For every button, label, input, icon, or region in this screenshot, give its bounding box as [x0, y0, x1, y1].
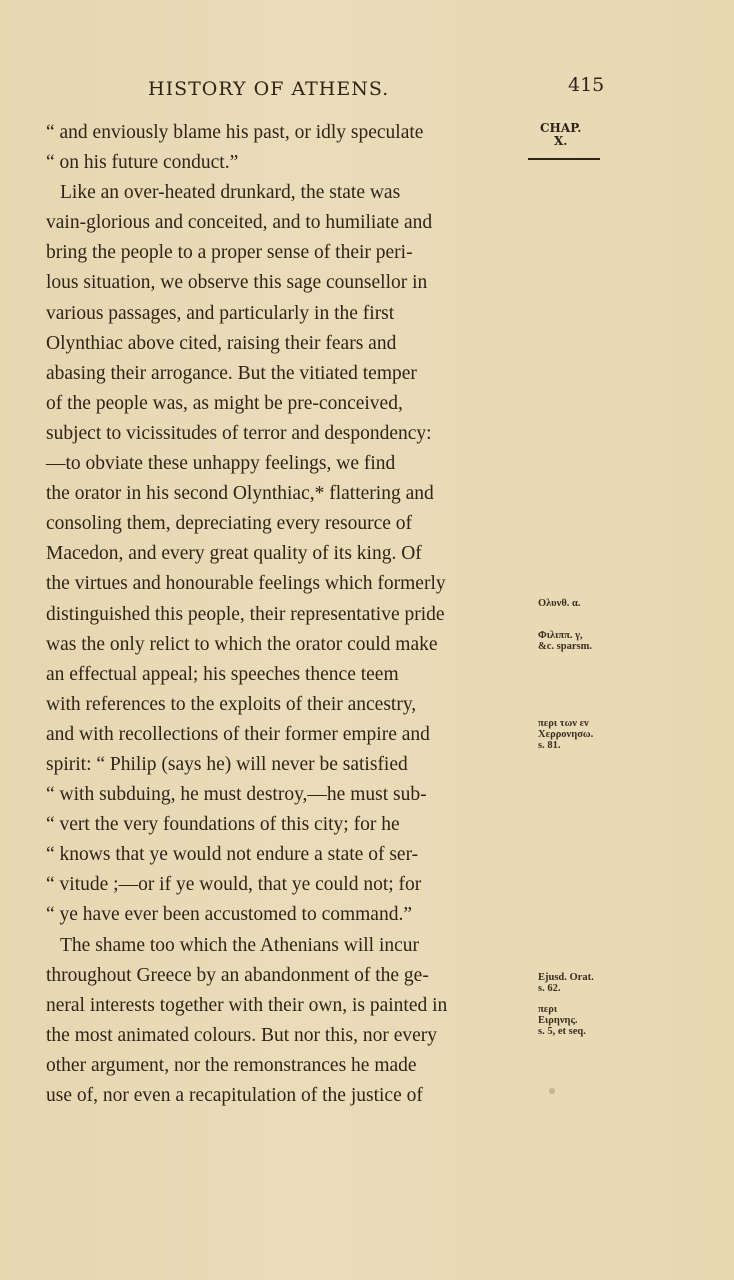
- text-line: abasing their arrogance. But the vitiated temper: [46, 362, 417, 384]
- text-line: “ on his future conduct.”: [46, 152, 239, 174]
- chapter-label: CHAP.: [540, 121, 582, 135]
- text-line: the orator in his second Olynthiac,* flattering and: [46, 483, 434, 505]
- margin-note-line: περι των εν: [538, 718, 589, 729]
- text-line: consoling them, depreciating every resource of: [46, 513, 413, 535]
- text-line: was the only relict to which the orator could make: [46, 633, 438, 655]
- text-line: Macedon, and every great quality of its king. Of: [46, 543, 422, 565]
- margin-note-line: περι: [538, 1004, 558, 1015]
- margin-note-line: Φιλιππ. γ,: [538, 630, 583, 641]
- text-line: “ and enviously blame his past, or idly speculate: [46, 122, 424, 143]
- text-line: various passages, and particularly in the first: [46, 302, 395, 324]
- margin-note-line: s. 62.: [538, 983, 561, 994]
- text-line: “ with subduing, he must destroy,—he must sub-: [46, 784, 427, 806]
- text-line: the most animated colours. But nor this, nor every: [46, 1024, 438, 1046]
- text-line: “ vert the very foundations of this city; for he: [46, 814, 400, 836]
- text-line: subject to vicissitudes of terror and despondency:: [46, 422, 432, 444]
- text-line: with references to the exploits of their ancestry,: [46, 693, 417, 715]
- text-line: “ knows that ye would not endure a state of ser-: [46, 844, 419, 866]
- text-line: “ vitude ;—or if ye would, that ye could not; for: [46, 874, 422, 896]
- chapter-number: X.: [553, 134, 568, 148]
- text-line: and with recollections of their former empire and: [46, 723, 430, 745]
- text-line: bring the people to a proper sense of their peri-: [46, 242, 413, 264]
- margin-note-line: s. 5, et seq.: [538, 1026, 586, 1037]
- margin-note: [538, 718, 648, 751]
- text-line: “ ye have ever been accustomed to command.”: [46, 904, 412, 926]
- text-line: the virtues and honourable feelings which formerly: [46, 573, 446, 595]
- margin-note: [538, 1004, 648, 1037]
- margin-note-line: s. 81.: [538, 740, 561, 751]
- body-text: [46, 118, 536, 1111]
- chapter-rule: [528, 158, 600, 160]
- margin-note-line: Ολυνθ. α.: [538, 598, 581, 609]
- margin-note: [538, 972, 648, 994]
- text-line: The shame too which the Athenians will incur: [60, 934, 420, 956]
- text-line: use of, nor even a recapitulation of the justice of: [46, 1085, 423, 1106]
- text-line: spirit: “ Philip (says he) will never be satisfied: [46, 753, 408, 775]
- text-line: —to obviate these unhappy feelings, we find: [46, 453, 396, 475]
- margin-note-line: Ejusd. Orat.: [538, 972, 594, 983]
- text-line: neral interests together with their own, is painted in: [46, 994, 448, 1016]
- text-line: an effectual appeal; his speeches thence teem: [46, 663, 399, 685]
- text-line: Like an over-heated drunkard, the state was: [60, 182, 401, 204]
- margin-note-line: Χερρονησω.: [538, 729, 594, 740]
- text-line: other argument, nor the remonstrances he made: [46, 1054, 417, 1076]
- margin-note-line: &c. sparsm.: [538, 641, 592, 652]
- text-line: of the people was, as might be pre-conceived,: [46, 392, 403, 414]
- text-line: throughout Greece by an abandonment of the ge-: [46, 964, 429, 986]
- running-head: HISTORY OF ATHENS.: [148, 78, 390, 100]
- page-number: 415: [568, 74, 605, 96]
- text-line: lous situation, we observe this sage counsellor in: [46, 272, 428, 294]
- text-line: distinguished this people, their representative pride: [46, 603, 445, 625]
- ink-spot: [549, 1088, 555, 1094]
- text-line: Olynthiac above cited, raising their fears and: [46, 332, 397, 354]
- margin-note: [538, 630, 648, 652]
- text-line: vain-glorious and conceited, and to humiliate and: [46, 212, 433, 234]
- margin-note: [538, 598, 648, 609]
- chapter-marker: [540, 122, 581, 148]
- margin-note-line: Ειρηνης.: [538, 1015, 578, 1026]
